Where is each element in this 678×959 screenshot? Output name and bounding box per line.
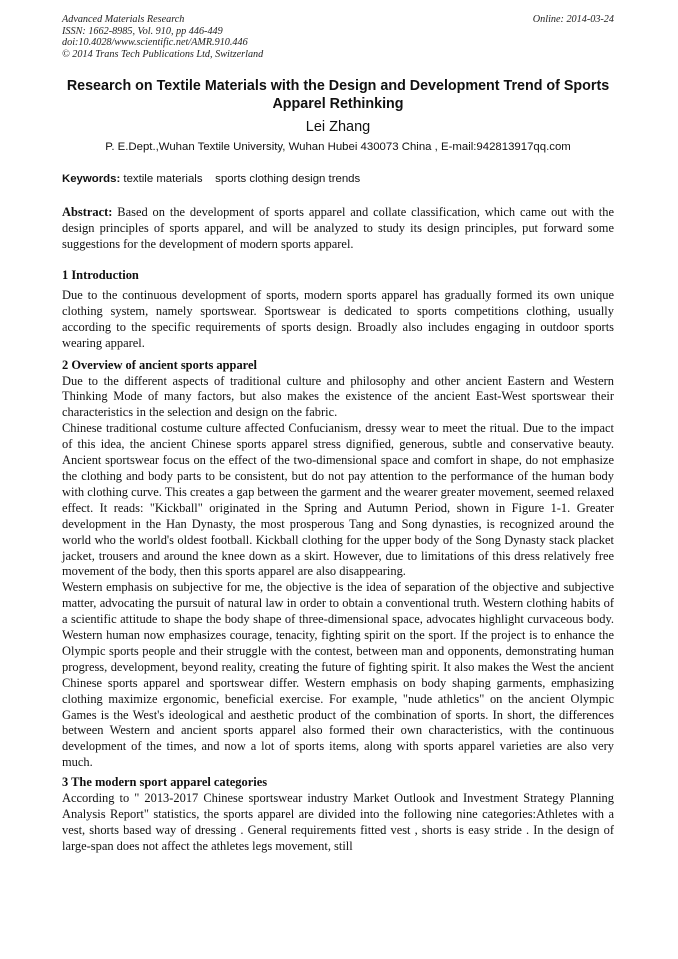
abstract — [62, 205, 614, 253]
issn-line: ISSN: 1662-8985, Vol. 910, pp 446-449 — [62, 25, 223, 37]
affiliation: P. E.Dept.,Wuhan Textile University, Wuhan Hubei 430073 China , E-mail:942813917qq.com — [105, 141, 571, 154]
paper-page — [62, 14, 614, 855]
online-date: Online: 2014-03-24 — [532, 14, 614, 25]
doi-line: doi:10.4028/www.scientific.net/AMR.910.446 — [62, 37, 248, 49]
journal-header — [62, 14, 614, 60]
keywords-text: textile materials sports clothing design trends — [120, 173, 361, 186]
author-name: Lei Zhang — [305, 119, 371, 136]
abstract-text: Based on the development of sports apparel and collate classification, which came out with the design principles of sports apparel, and will be analyzed to study its design principles, put forward some suggestions for the development of modern sports apparel. — [62, 205, 614, 252]
paper-title: Research on Textile Materials with the Design and Development Trend of Sports Apparel Rethinking — [66, 78, 610, 113]
section-heading-overview: 2 Overview of ancient sports apparel — [62, 357, 257, 372]
keywords — [62, 172, 614, 186]
section-heading-introduction: 1 Introduction — [62, 268, 139, 283]
paragraph: Due to the continuous development of sports, modern sports apparel has gradually formed its own unique clothing system, namely sportswear. Sportswear is dedicated to sports competitions clothing, usually according to the specific requirements of sports design. Broadly also includes engaging in outdoor sports wearing apparel. — [62, 288, 614, 350]
section-heading-categories: 3 The modern sport apparel categories — [62, 775, 268, 790]
journal-name: Advanced Materials Research — [62, 14, 185, 25]
paragraph: Chinese traditional costume culture affected Confucianism, dressy wear to meet the ritual. Due to the impact of this idea, the ancient Chinese sports apparel stress dignified, generous, subtle and conservative beauty. Ancient sportswear focus on the effect of the two-dimensional space and comfort in shape, do not emphasize the clothing and body parts to be consistent, but do not pay attention to the performance of the human body with clothing curve. This creates a gap between the garment and the wearer greater movement, seemed relaxed effect. It reads: "Kickball" originated in the Spring and Autumn Period, shown in Figure 1-1. Greater development in the Han Dynasty, the most prosperous Tang and Song dynasties, is recognized around the world who the world's oldest football. Kickball clothing for the upper body of the Song Dynasty stack placket jacket, trousers and around the knee down as a skirt. However, due to limitations of this dress relatively free movement of the body, then this sports apparel are also disappearing. — [62, 421, 614, 579]
paragraph: Due to the different aspects of traditional culture and philosophy and other ancient Eastern and Western Thinking Mode of many factors, but also makes the existence of the ancient East-West sportswear their characteristics in the selection and design on the fabric. — [62, 373, 614, 420]
abstract-label: Abstract: — [62, 205, 113, 220]
paragraph: According to " 2013-2017 Chinese sportswear industry Market Outlook and Investment Strategy Planning Analysis Report" statistics, the sports apparel are divided into the following nine categories:Athletes with a vest, shorts based way of dressing . General requirements fitted vest , shorts is easy stride . In the design of large-span does not affect the athletes legs movement, still — [62, 791, 614, 853]
copyright-line: © 2014 Trans Tech Publications Ltd, Switzerland — [62, 48, 264, 60]
keywords-label: Keywords: — [62, 173, 121, 186]
paragraph: Western emphasis on subjective for me, the objective is the idea of separation of the objective and subjective matter, advocating the pursuit of natural law in order to obtain a conventional truth. Western clothing habits of a scientific attitude to shape the body shape of three-dimensional space, advocates highlight curvaceous body. Western human now emphasizes courage, tenacity, fighting spirit on the sport. If the project is to enhance the Olympic sports people and their struggle with the contest, between man and opponents, demonstrating human progress, development, beyond reality, creating the future of fighting spirit. It also makes the West the ancient Chinese sports apparel and sportswear differ. Western emphasis on body shaping garments, emphasizing clothing maximize ergonomic, beneficial exercise. For example, "nude athletics" on the ancient Olympic Games is the West's ideological and aesthetic product of the combination of sports. In short, the differences between Western and ancient sports apparel also formed their own characteristics, with the continuous development of the times, and now a lot of sports items, along with sports apparel varieties are also very much. — [62, 580, 614, 770]
